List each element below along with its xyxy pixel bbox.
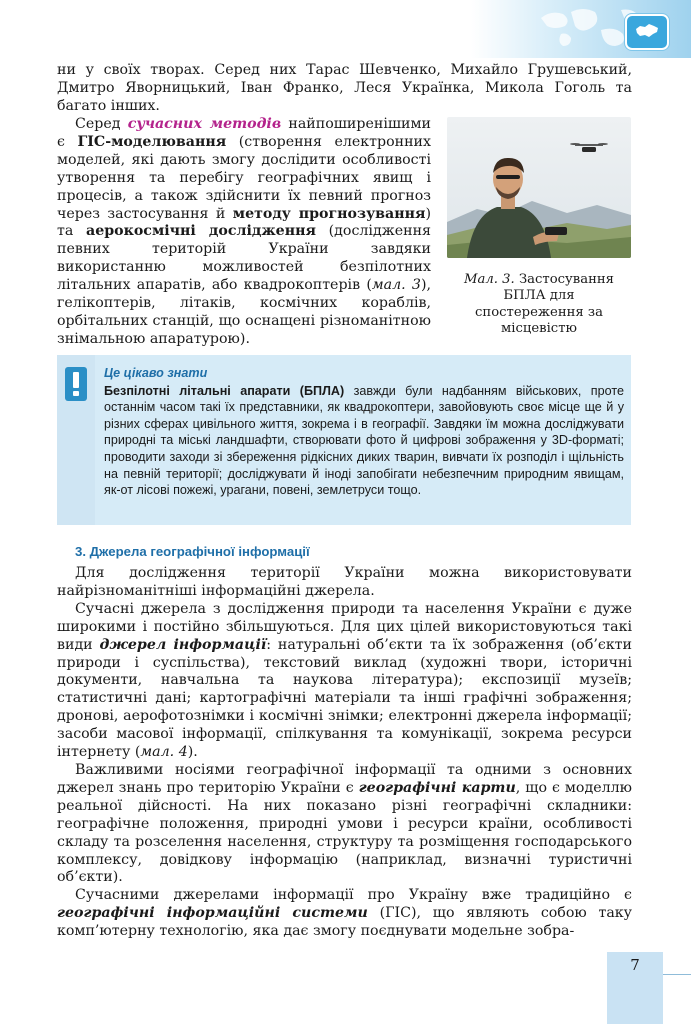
page-number: 7 <box>630 956 640 974</box>
infobox-content <box>104 365 624 499</box>
paragraph-methods: Серед сучасних методів найпоширенішими є ГІС-моделювання (створення електронних моделей, які дають змогу дослідити особливості утворення та перебігу географічних явищ і процесів, а також здійснити їх певний прогноз через застосування й методу прогнозування) та аерокосмічні дослідження (дослідження певних територій України завдяки використанню можливостей безпілотних літальних апаратів, або квадрокоптерів (мал. 3), гелікоптерів, літаків, космічних кораблів, орбітальних станцій, що оснащені різноманітною знімальною апаратурою). <box>57 116 431 347</box>
figure-ref-4: мал. 4 <box>140 744 188 761</box>
paragraph-3: Важливими носіями географічної інформації та одними з основних джерел знань про територію України є географічні карти, що є моделлю реальної дійсності. На них показано різні географічні складники: географічне положення, природні умови і ресурси країни, особливості складу та розселення населення, структуру та розміщення господарського комплексу, довідкову інформацію (наприклад, визначні туристичні об’єкти). <box>57 761 632 886</box>
figure-caption <box>447 272 631 338</box>
term-modern-methods: сучасних методів <box>127 116 282 132</box>
section-title: 3. Джерела географічної інформації <box>75 544 310 559</box>
caption-number: Мал. 3. <box>464 272 515 287</box>
figure-ref-3: мал. 3 <box>371 277 421 294</box>
term-uav: Безпілотні літальні апарати (БПЛА) <box>104 383 345 398</box>
ukraine-map-icon <box>625 14 669 50</box>
infobox-text: Безпілотні літальні апарати (БПЛА) завжди були надбанням військових, проте останнім часом такі їх представники, як квадрокоптери, завойовують своє місце ще й у різних сферах цивільного життя, зокрема і в географії. Завдяки їм можна досліджувати природні та міські ландшафти, створювати фото й цифрові зображення у 3D-форматі; проводити заходи зі збереження рідкісних диких тварин, вивчати їх розподіл і щільність на певній території; досліджувати й іноді запобігати небезпечним природним явищам, як-от лісові пожежі, урагани, повені, землетруси тощо. <box>104 383 624 498</box>
term-geographic-maps: географічні карти <box>358 779 516 796</box>
term-gis-modeling: ГІС-моделювання <box>77 133 227 150</box>
text-block-methods <box>57 116 431 349</box>
paragraph-1: Для дослідження території України можна використовувати найрізноманітніші інформаційні джерела. <box>57 565 632 599</box>
term-information-sources: джерел інформації <box>99 636 267 653</box>
infobox-heading: Це цікаво знати <box>104 366 208 380</box>
text-block-sources <box>57 565 632 941</box>
paragraph-continuation: ни у своїх творах. Серед них Тарас Шевченко, Михайло Грушевський, Дмитро Яворницький, Іван Франко, Леся Українка, Микола Гоголь та багато інших. <box>57 62 632 114</box>
paragraph-4: Сучасними джерелами інформації про Україну вже традиційно є географічні інформаційні системи (ГІС), що являють собою таку комп’ютерну технологію, яка дає змогу поєднувати модельне зобра- <box>57 887 633 940</box>
caption-text: Застосування БПЛА для спостереження за місцевістю <box>475 272 614 337</box>
figure-drone-photo <box>447 117 631 258</box>
exclamation-icon <box>65 367 87 401</box>
term-aerospace-research: аерокосмічні дослідження <box>86 223 316 240</box>
term-gis: географічні інформаційні системи <box>57 905 368 922</box>
page-number-tab <box>607 952 663 1024</box>
paragraph-2: Сучасні джерела з дослідження природи та населення України є дуже широкими і постійно збільшуються. Для цих цілей використовуються такі види джерел інформації: натуральні об’єкти та їх зображення (об’єкти природи і суспільства), текстовий виклад (художні твори, історичні документи, навчальна та наукова література); експозиції музеїв; статистичні дані; картографічні матеріали та інші графічні зображення; дронові, аерофотознімки і космічні знімки; електронні джерела інформації; засоби масової інформації, спілкування та комунікації, зокрема ресурси інтернету (мал. 4). <box>57 600 632 761</box>
did-you-know-box <box>57 355 631 525</box>
term-forecasting-method: методу прогнозування <box>232 205 426 222</box>
text-block-top <box>57 62 632 116</box>
